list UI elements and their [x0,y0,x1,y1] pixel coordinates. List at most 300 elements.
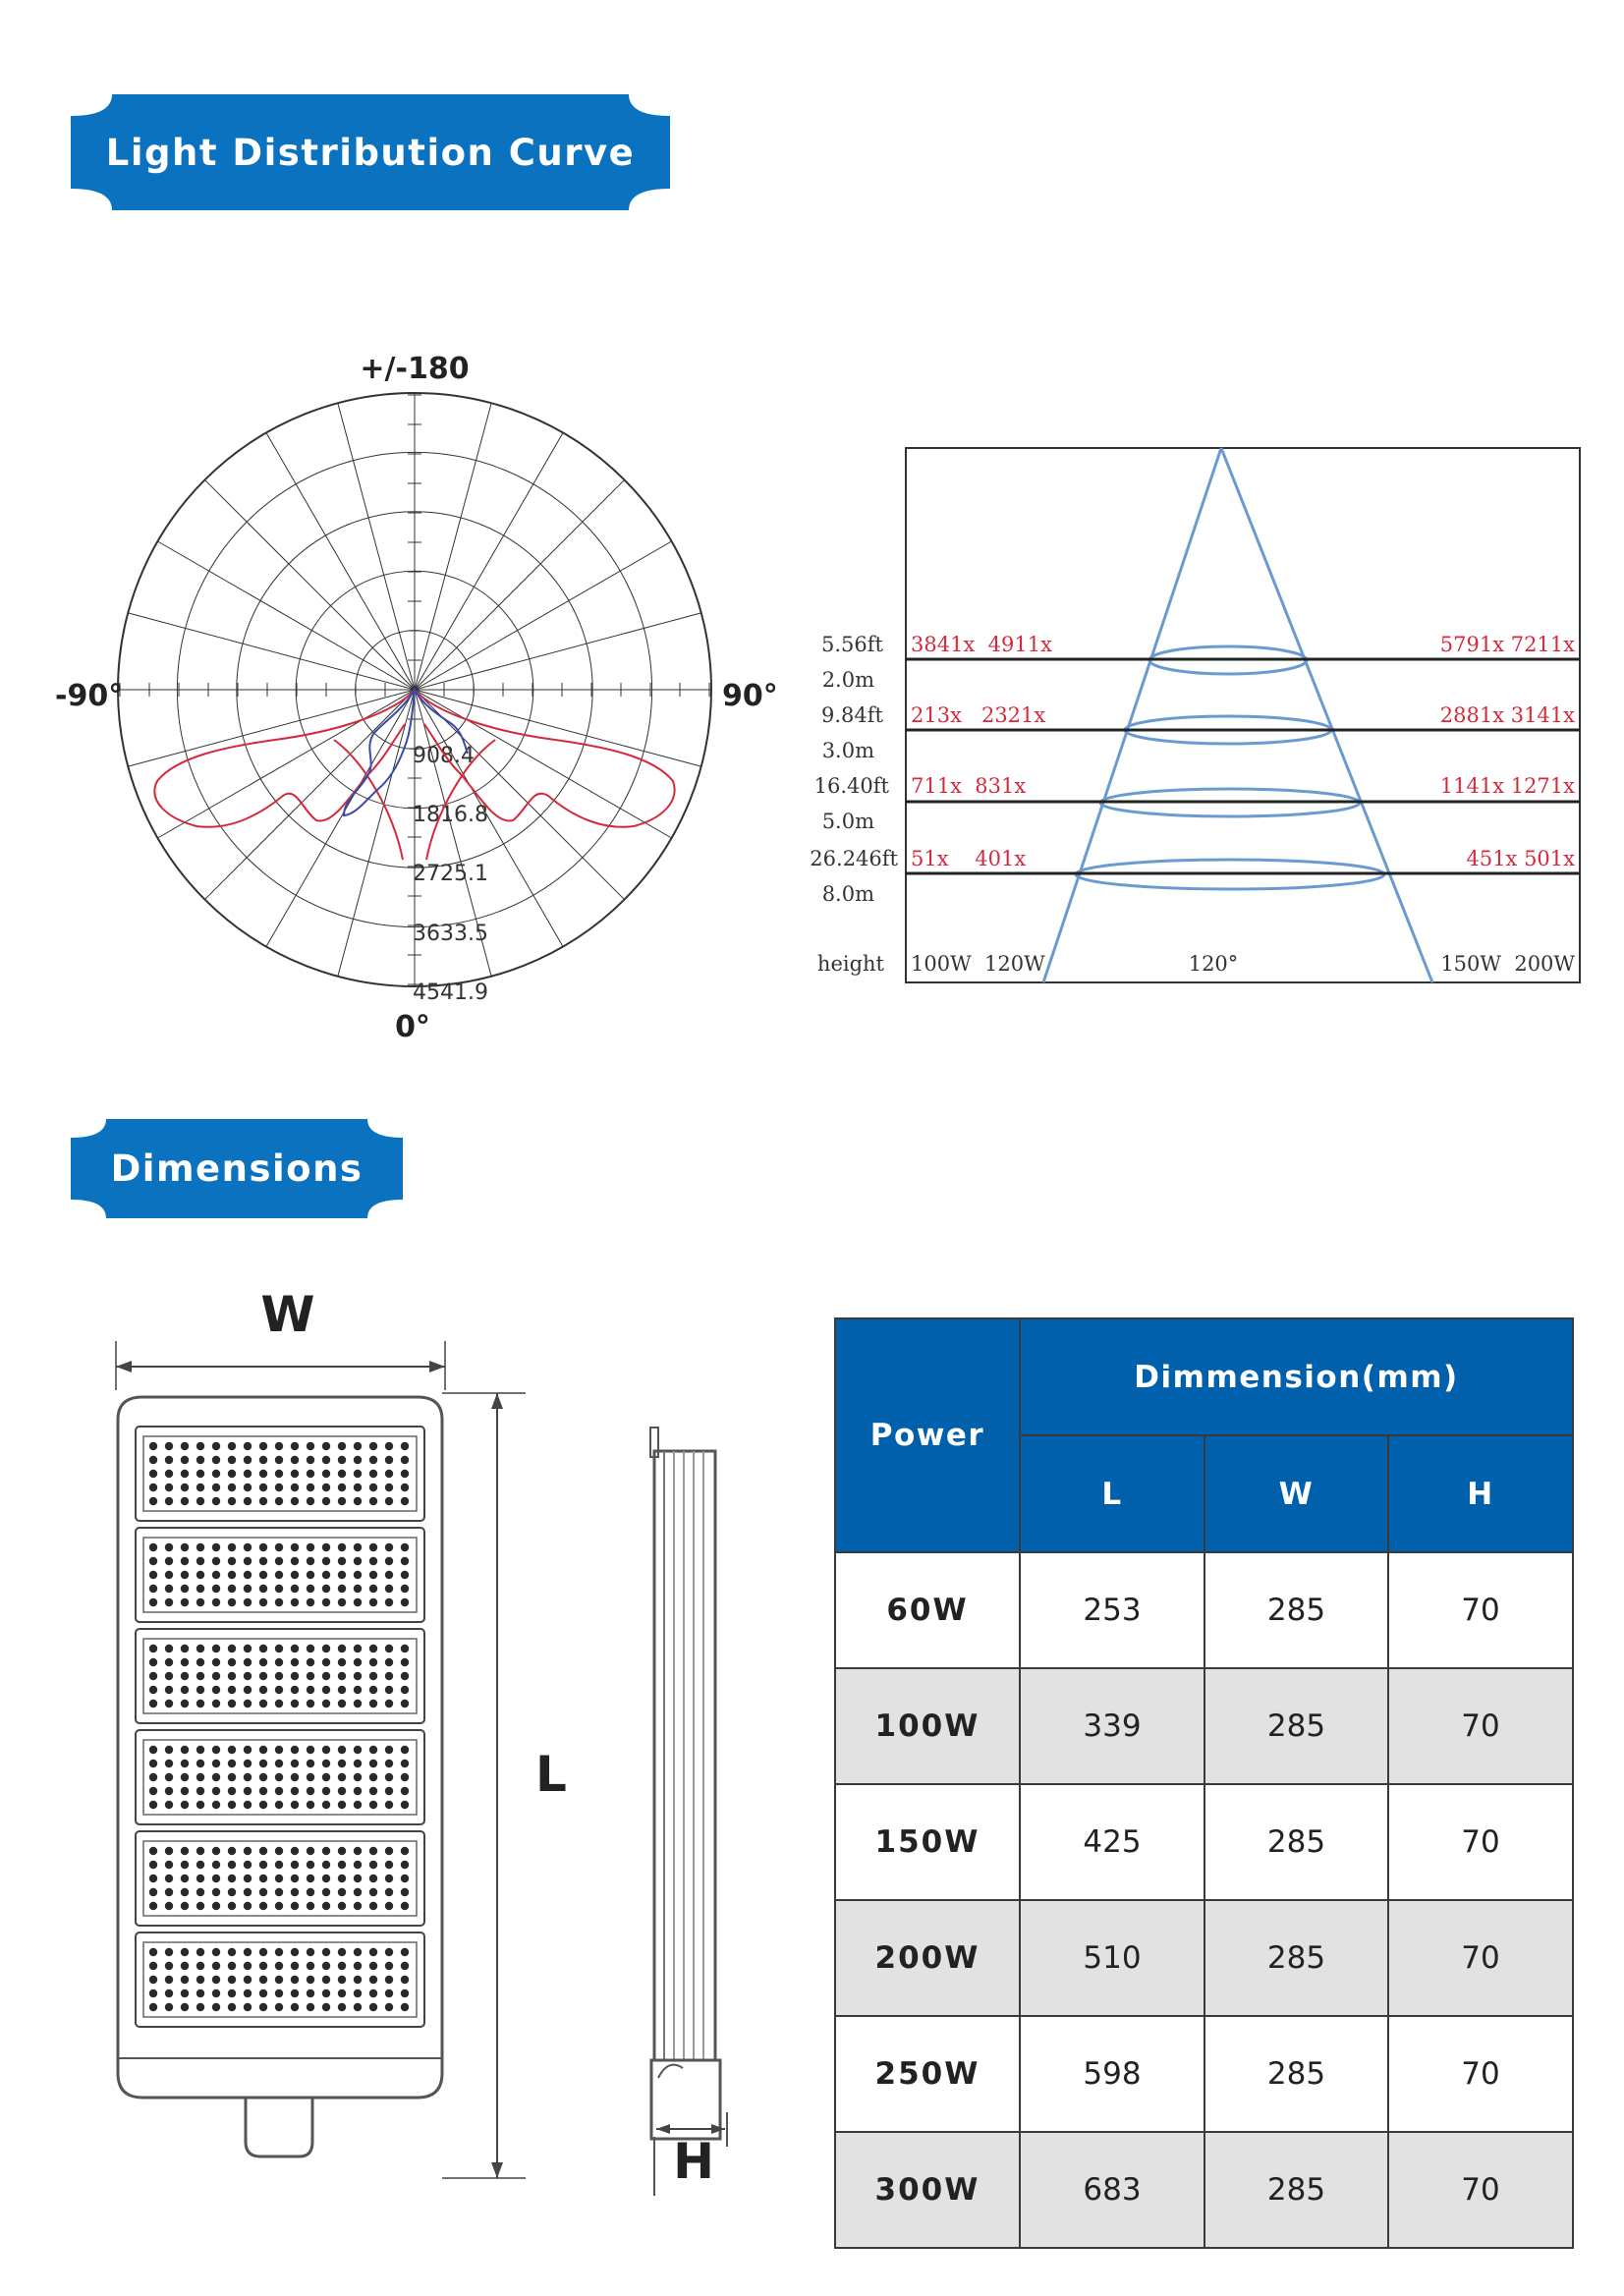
led-dot [401,1557,409,1565]
led-dot [338,1645,346,1652]
led-dot [307,1787,314,1795]
width-cell: 285 [1204,1900,1388,2016]
length-cell: 425 [1020,1784,1204,1900]
led-dot [275,1543,283,1551]
led-dot [244,2003,252,2011]
width-label: W [260,1286,315,1343]
led-dot [181,1976,189,1984]
section-title-light-distribution: Light Distribution Curve [105,131,636,174]
led-dot [307,1861,314,1869]
led-dot [338,1861,346,1869]
led-dot [291,1888,299,1896]
led-dot [354,1658,362,1666]
led-dot [369,1948,377,1956]
led-dot [228,1700,236,1708]
led-dot [196,1442,204,1450]
led-dot [149,1902,157,1910]
led-dot [385,1760,393,1767]
height-cell: 70 [1388,1668,1573,1784]
lux-right-1: 5791x 7211x [1439,633,1575,656]
led-dot [291,1585,299,1593]
led-dot [165,1442,173,1450]
led-dot [385,1645,393,1652]
led-dot [259,1962,267,1970]
led-dot [244,1484,252,1491]
led-dot [181,1557,189,1565]
led-dot [165,2003,173,2011]
length-cell: 510 [1020,1900,1204,2016]
height-ft-3: 16.40ft [813,774,889,798]
power-cell: 300W [835,2132,1020,2248]
led-dot [165,1976,173,1984]
led-dot [354,1470,362,1478]
led-dot [275,1773,283,1781]
led-dot [181,1442,189,1450]
led-dot [212,1847,220,1855]
led-dot [149,1658,157,1666]
led-dot [181,1484,189,1491]
led-dot [354,1543,362,1551]
led-dot [212,1470,220,1478]
led-dot [369,1672,377,1680]
led-dot [228,1962,236,1970]
led-dot [307,1470,314,1478]
led-dot [212,1801,220,1809]
led-dot [275,1442,283,1450]
level-lines [906,659,1580,873]
led-dot [322,1787,330,1795]
led-dot [181,1497,189,1505]
led-dot [212,1585,220,1593]
led-dot [165,1888,173,1896]
led-dot [149,1484,157,1491]
led-dot [181,1989,189,1997]
led-dot [149,1847,157,1855]
led-dot [291,1861,299,1869]
length-label: L [535,1746,567,1803]
led-dot [259,1484,267,1491]
led-dot [385,1470,393,1478]
led-dot [401,1470,409,1478]
led-dot [322,1645,330,1652]
led-dot [354,1773,362,1781]
led-dot [385,1976,393,1984]
led-dot [212,1571,220,1579]
led-dot [165,1470,173,1478]
led-dot [291,1571,299,1579]
led-dot [196,1571,204,1579]
led-dot [244,1442,252,1450]
led-dot [322,1700,330,1708]
length-cell: 598 [1020,2016,1204,2132]
led-dot [307,1497,314,1505]
led-dot [244,1598,252,1606]
led-dot [212,1976,220,1984]
led-dot [181,1902,189,1910]
led-dot [322,1962,330,1970]
led-dot [275,1847,283,1855]
led-dot [322,1658,330,1666]
led-dot [338,1470,346,1478]
led-dot [354,1976,362,1984]
led-dot [385,1847,393,1855]
led-dot [322,1672,330,1680]
led-dot [369,1571,377,1579]
led-dot [228,1571,236,1579]
bottom-right-wattage: 150W 200W [1440,952,1575,976]
led-dot [322,1948,330,1956]
led-dot [338,1888,346,1896]
led-dot [338,1585,346,1593]
height-ft-4: 26.246ft [810,847,898,870]
led-dot [385,1658,393,1666]
led-dot [181,2003,189,2011]
led-dot [259,1598,267,1606]
led-dot [149,1571,157,1579]
height-cell: 70 [1388,1552,1573,1668]
led-dot [401,1598,409,1606]
led-dot [385,1746,393,1754]
led-dot [385,1787,393,1795]
led-dot [259,1557,267,1565]
led-dot [354,1888,362,1896]
led-dot [196,1760,204,1767]
led-dot [354,1497,362,1505]
led-dot [275,1861,283,1869]
led-dot [291,1902,299,1910]
led-dot [259,1497,267,1505]
led-dot [322,1497,330,1505]
led-dot [244,1801,252,1809]
led-dot [385,1585,393,1593]
led-modules [136,1427,424,2027]
width-cell: 285 [1204,2132,1388,2248]
led-dot [369,1645,377,1652]
led-dot [338,1847,346,1855]
led-dot [275,1801,283,1809]
led-dot [338,1989,346,1997]
led-dot [212,1700,220,1708]
led-dot [338,1571,346,1579]
led-dot [401,1787,409,1795]
led-dot [181,1658,189,1666]
dimension-table [834,1317,1574,2249]
led-dot [401,1888,409,1896]
product-drawing [88,1282,796,2196]
led-dot [149,1672,157,1680]
led-dot [165,1787,173,1795]
led-dot [354,1902,362,1910]
led-dot [196,1470,204,1478]
led-dot [307,1888,314,1896]
led-dot [322,1801,330,1809]
led-dot [149,1989,157,1997]
height-m-1: 2.0m [821,668,874,692]
led-dot [181,1470,189,1478]
led-dot [259,1787,267,1795]
height-m-2: 3.0m [821,739,874,762]
led-dot [385,1543,393,1551]
led-dot [291,1497,299,1505]
led-dot [322,1746,330,1754]
led-dot [307,1875,314,1882]
led-dot [228,1484,236,1491]
led-dot [275,1484,283,1491]
led-dot [149,1470,157,1478]
led-dot [165,1700,173,1708]
led-dot [385,1948,393,1956]
led-dot [275,1875,283,1882]
led-dot [196,1989,204,1997]
height-ft-1: 5.56ft [821,633,883,656]
led-dot [228,1470,236,1478]
led-dot [291,2003,299,2011]
led-dot [196,1557,204,1565]
led-dot [369,1989,377,1997]
led-dot [196,1861,204,1869]
polar-top-label: +/-180 [360,352,470,386]
led-dot [212,1645,220,1652]
polar-bottom-label: 0° [395,1010,430,1044]
led-dot [291,1700,299,1708]
led-dot [369,1962,377,1970]
cone-lines [1043,448,1432,982]
column-header-l: L [1020,1435,1204,1552]
led-dot [291,1760,299,1767]
led-dot [385,1497,393,1505]
led-dot [228,1773,236,1781]
led-dot [307,1645,314,1652]
led-dot [307,1801,314,1809]
led-dot [322,1442,330,1450]
led-dot [401,1484,409,1491]
led-dot [212,1686,220,1694]
led-dot [228,1888,236,1896]
led-dot [149,1686,157,1694]
led-dot [322,1875,330,1882]
led-dot [385,1700,393,1708]
led-dot [385,1773,393,1781]
led-dot [369,1484,377,1491]
led-dot [228,1989,236,1997]
led-dot [322,2003,330,2011]
led-dot [275,1686,283,1694]
led-dot [244,1700,252,1708]
led-dot [307,1989,314,1997]
led-dot [401,1875,409,1882]
led-dot [165,1902,173,1910]
led-dot [338,1672,346,1680]
led-dot [149,1875,157,1882]
led-dot [165,1801,173,1809]
led-dot [196,1773,204,1781]
led-dot [196,1888,204,1896]
led-dot [196,1801,204,1809]
led-dot [196,1948,204,1956]
led-dot [196,1456,204,1464]
led-dot [354,1700,362,1708]
led-dot [244,1470,252,1478]
led-dot [338,1976,346,1984]
led-dot [369,1470,377,1478]
led-dot [291,1543,299,1551]
led-dot [181,1456,189,1464]
led-dot [196,1645,204,1652]
led-dot [244,1645,252,1652]
led-dot [322,1989,330,1997]
polar-left-label: -90° [55,679,124,713]
led-dot [275,1672,283,1680]
led-dot [244,1585,252,1593]
led-dot [338,1760,346,1767]
led-dot [369,1847,377,1855]
led-dot [228,1645,236,1652]
led-dot [259,1773,267,1781]
led-dot [291,1948,299,1956]
led-dot [244,1557,252,1565]
led-dot [385,1888,393,1896]
led-dot [291,1658,299,1666]
lux-left-3: 711x 831x [911,774,1027,798]
led-dot [181,1686,189,1694]
led-dot [291,1746,299,1754]
led-dot [338,1557,346,1565]
led-dot [259,1976,267,1984]
led-dot [322,1902,330,1910]
led-dot [165,1672,173,1680]
led-dot [228,1543,236,1551]
led-dot [291,1484,299,1491]
led-dot [212,1497,220,1505]
led-dot [149,1888,157,1896]
led-dot [165,1875,173,1882]
led-dot [307,1686,314,1694]
height-dim-label: H [673,2133,714,2190]
led-dot [385,1861,393,1869]
led-dot [307,1672,314,1680]
led-dot [354,1962,362,1970]
led-dot [212,1442,220,1450]
led-dot [291,1470,299,1478]
led-dot [401,1976,409,1984]
led-dot [196,1497,204,1505]
led-dot [338,1787,346,1795]
led-dot [275,1571,283,1579]
led-dot [338,1456,346,1464]
led-dot [385,1801,393,1809]
led-dot [307,2003,314,2011]
led-dot [149,1787,157,1795]
led-dot [196,1875,204,1882]
led-dot [149,1700,157,1708]
led-dot [181,1948,189,1956]
led-dot [322,1888,330,1896]
led-dot [307,1847,314,1855]
height-cell: 70 [1388,2016,1573,2132]
led-dot [291,1847,299,1855]
led-dot [401,1962,409,1970]
led-dot [354,1760,362,1767]
led-dot [149,1456,157,1464]
led-dot [401,1571,409,1579]
led-dot [244,1847,252,1855]
led-dot [244,1902,252,1910]
led-dot [401,1847,409,1855]
height-cell: 70 [1388,1784,1573,1900]
led-dot [322,1773,330,1781]
led-dot [196,1686,204,1694]
led-dot [369,1773,377,1781]
led-dot [275,1470,283,1478]
led-dot [228,1672,236,1680]
led-dot [401,1989,409,1997]
led-dot [291,1456,299,1464]
led-dot [385,1672,393,1680]
led-dot [354,1847,362,1855]
led-dot [338,1948,346,1956]
led-dot [369,1700,377,1708]
table-row [835,2132,1573,2248]
led-dot [338,1700,346,1708]
led-dot [307,1658,314,1666]
led-dot [259,1543,267,1551]
length-cell: 253 [1020,1552,1204,1668]
lux-left-1: 3841x 4911x [911,633,1052,656]
led-dot [385,1557,393,1565]
led-dot [149,1760,157,1767]
height-cell: 70 [1388,1900,1573,2016]
led-dot [149,1948,157,1956]
led-dot [212,1773,220,1781]
led-dot [354,1571,362,1579]
led-dot [181,1787,189,1795]
led-dot [354,1442,362,1450]
led-dot [369,1442,377,1450]
led-dot [307,1442,314,1450]
led-dot [165,1456,173,1464]
led-dot [275,2003,283,2011]
led-dot [354,1645,362,1652]
led-dot [322,1861,330,1869]
led-dot [212,1962,220,1970]
led-dot [322,1598,330,1606]
led-dot [165,1571,173,1579]
led-dot [275,1700,283,1708]
led-dot [149,1598,157,1606]
led-dot [401,1497,409,1505]
led-dot [165,1989,173,1997]
led-dot [291,1976,299,1984]
led-dot [181,1700,189,1708]
led-dot [212,1672,220,1680]
led-dot [165,1658,173,1666]
led-dot [338,1746,346,1754]
led-dot [149,1773,157,1781]
led-dot [322,1686,330,1694]
led-dot [196,1962,204,1970]
led-dot [244,1456,252,1464]
width-cell: 285 [1204,1668,1388,1784]
led-dot [196,2003,204,2011]
led-dot [338,1598,346,1606]
led-dot [196,1787,204,1795]
led-dot [244,1875,252,1882]
column-header-w: W [1204,1435,1388,1552]
led-dot [291,1801,299,1809]
led-dot [354,1861,362,1869]
led-dot [165,1773,173,1781]
led-dot [212,2003,220,2011]
